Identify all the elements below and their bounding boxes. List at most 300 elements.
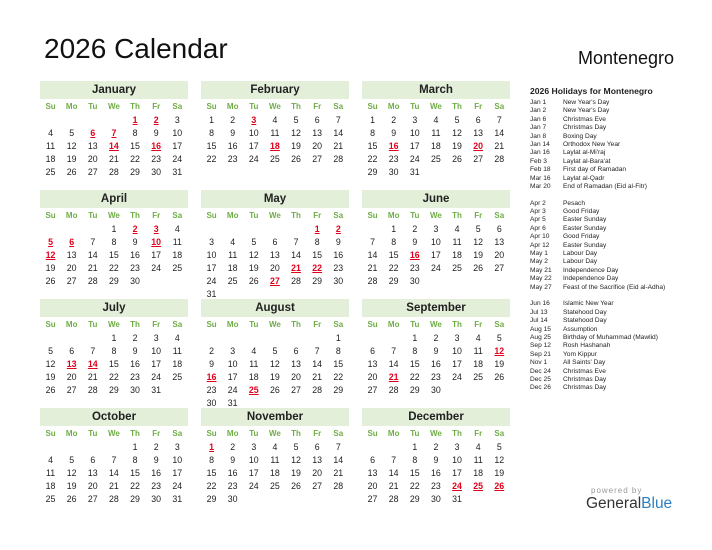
holiday-date: Mar 16	[530, 174, 551, 182]
week-row	[362, 480, 510, 493]
weekday-label: Su	[367, 320, 378, 329]
holiday-name: Rosh Hashanah	[563, 342, 611, 350]
day-cell: 17	[452, 468, 462, 478]
holiday-name: Statehood Day	[563, 308, 607, 316]
holiday-name: Easter Sunday	[563, 216, 607, 224]
holiday-name: Independence Day	[563, 275, 619, 283]
weekday-label: Sa	[172, 211, 183, 220]
day-cell: 2	[230, 442, 236, 452]
day-cell: 4	[48, 455, 54, 465]
week-row	[201, 345, 349, 358]
holiday-date: Apr 12	[530, 241, 550, 249]
empty-day-cell	[468, 275, 489, 288]
empty-day-cell	[40, 441, 61, 454]
holiday-name: Yom Kippur	[563, 350, 597, 358]
day-cell: 21	[333, 468, 344, 478]
day-cell: 12	[66, 468, 77, 478]
day-cell: 4	[272, 442, 278, 452]
weekday-label: Fr	[474, 211, 483, 220]
holiday-name: Labour Day	[563, 258, 598, 266]
day-cell: 30	[388, 167, 399, 177]
day-cell: 24	[248, 154, 259, 164]
empty-day-cell	[61, 441, 82, 454]
weekday-label: Su	[45, 102, 56, 111]
day-cell: 12	[66, 141, 77, 151]
week-row	[201, 223, 349, 236]
month-header: May	[201, 190, 349, 208]
day-cell: 30	[130, 276, 140, 286]
day-cell: 25	[172, 263, 183, 273]
empty-day-cell	[243, 493, 264, 506]
day-cell: 5	[293, 115, 299, 125]
month-january	[40, 81, 188, 179]
month-header: November	[201, 408, 349, 426]
weekday-label: Th	[291, 429, 301, 438]
day-cell: 7	[335, 115, 341, 125]
holiday-row	[530, 216, 710, 224]
weekday-label: We	[108, 429, 120, 438]
day-cell: 10	[409, 128, 420, 138]
day-cell: 22	[109, 372, 119, 382]
day-cell: 8	[412, 346, 418, 356]
week-row	[362, 454, 510, 467]
empty-day-cell	[362, 441, 383, 454]
week-row	[201, 153, 349, 166]
day-cell: 7	[496, 115, 502, 125]
weekday-label: Sa	[333, 320, 344, 329]
day-cell: 7	[111, 455, 117, 465]
day-cell: 4	[174, 333, 180, 343]
empty-day-cell	[489, 166, 510, 179]
day-cell: 19	[248, 263, 259, 273]
holiday-day-cell: 2	[335, 224, 341, 234]
day-cell: 28	[87, 385, 98, 395]
day-cell: 10	[206, 250, 217, 260]
empty-day-cell	[328, 493, 349, 506]
empty-day-cell	[447, 384, 468, 397]
weekday-label: Tu	[88, 320, 98, 329]
weekday-label: Fr	[474, 102, 483, 111]
holiday-day-cell: 1	[132, 115, 138, 125]
holiday-row	[530, 284, 710, 292]
day-cell: 29	[333, 385, 344, 395]
day-cell: 9	[391, 128, 397, 138]
day-cell: 13	[87, 141, 98, 151]
day-cell: 13	[66, 250, 77, 260]
holiday-date: Dec 25	[530, 375, 551, 383]
day-cell: 17	[227, 372, 238, 382]
day-cell: 6	[90, 455, 96, 465]
day-cell: 26	[270, 385, 280, 395]
day-cell: 21	[87, 263, 98, 273]
holiday-row	[530, 242, 710, 250]
day-cell: 7	[314, 346, 320, 356]
weekday-label: Tu	[249, 102, 259, 111]
day-cell: 20	[66, 372, 77, 382]
weekday-label: Fr	[152, 211, 161, 220]
week-row	[362, 140, 510, 153]
day-cell: 7	[370, 237, 376, 247]
holiday-date: Mar 20	[530, 182, 551, 190]
day-cell: 3	[153, 333, 159, 343]
holiday-date: Jun 16	[530, 300, 550, 308]
holiday-row	[530, 376, 710, 384]
day-cell: 29	[109, 385, 119, 395]
day-cell: 20	[367, 481, 378, 491]
weekday-header-row	[201, 100, 349, 114]
month-july	[40, 299, 188, 397]
weekday-label: Sa	[333, 211, 344, 220]
day-cell: 1	[412, 442, 418, 452]
weekday-label: Tu	[410, 429, 420, 438]
empty-day-cell	[307, 332, 328, 345]
weekday-header-row	[201, 318, 349, 332]
day-cell: 8	[335, 346, 341, 356]
day-cell: 2	[209, 346, 215, 356]
day-cell: 24	[409, 154, 420, 164]
holiday-row	[530, 233, 710, 241]
day-cell: 20	[66, 263, 77, 273]
week-row	[201, 441, 349, 454]
holiday-row	[530, 250, 710, 258]
week-row	[201, 262, 349, 275]
holiday-row	[530, 116, 710, 124]
week-row	[40, 166, 188, 179]
empty-day-cell	[103, 441, 124, 454]
day-cell: 1	[391, 224, 397, 234]
day-cell: 25	[45, 494, 56, 504]
day-cell: 12	[291, 128, 301, 138]
day-cell: 27	[66, 385, 77, 395]
holiday-name: Laylat al-Bara'at	[563, 157, 611, 165]
holiday-day-cell: 7	[111, 128, 117, 138]
holiday-day-cell: 14	[87, 359, 98, 369]
holiday-day-cell: 13	[66, 359, 77, 369]
weekday-label: Th	[130, 102, 140, 111]
week-row	[362, 371, 510, 384]
day-cell: 18	[172, 359, 183, 369]
holiday-row	[530, 183, 710, 191]
holiday-name: Laylat al-Mi'raj	[563, 149, 606, 157]
empty-day-cell	[40, 114, 61, 127]
day-cell: 20	[367, 372, 378, 382]
week-row	[362, 275, 510, 288]
day-cell: 29	[409, 385, 420, 395]
day-cell: 14	[494, 128, 505, 138]
empty-day-cell	[82, 114, 103, 127]
brand-blue: Blue	[641, 495, 673, 512]
day-cell: 22	[130, 481, 140, 491]
day-cell: 28	[109, 167, 119, 177]
week-row	[362, 467, 510, 480]
day-cell: 13	[367, 468, 378, 478]
weekday-label: Tu	[88, 102, 98, 111]
day-cell: 11	[473, 346, 483, 356]
day-cell: 31	[151, 385, 162, 395]
week-row	[362, 153, 510, 166]
weekday-label: Fr	[152, 102, 161, 111]
weekday-label: Mo	[65, 102, 78, 111]
day-cell: 25	[227, 276, 238, 286]
country-name: Montenegro	[578, 48, 675, 68]
week-row	[201, 275, 349, 288]
day-cell: 30	[206, 398, 217, 408]
day-cell: 2	[412, 224, 418, 234]
holiday-day-cell: 16	[151, 141, 162, 151]
day-cell: 23	[333, 263, 344, 273]
week-row	[40, 454, 188, 467]
day-cell: 12	[45, 359, 56, 369]
day-cell: 22	[109, 263, 119, 273]
week-row	[40, 127, 188, 140]
day-cell: 9	[132, 346, 138, 356]
holiday-day-cell: 20	[473, 141, 484, 151]
weekday-label: Sa	[333, 429, 344, 438]
week-row	[362, 441, 510, 454]
day-cell: 6	[496, 224, 502, 234]
holiday-name: Christmas Day	[563, 375, 607, 383]
day-cell: 18	[473, 359, 484, 369]
weekday-label: Mo	[65, 320, 78, 329]
day-cell: 7	[335, 442, 341, 452]
holiday-name: Christmas Eve	[563, 115, 606, 123]
holiday-row	[530, 107, 710, 115]
empty-day-cell	[286, 493, 307, 506]
empty-day-cell	[468, 384, 489, 397]
day-cell: 17	[431, 250, 441, 260]
day-cell: 10	[227, 359, 238, 369]
week-row	[201, 467, 349, 480]
day-cell: 27	[66, 276, 77, 286]
day-cell: 29	[109, 276, 119, 286]
holiday-date: Apr 2	[530, 199, 546, 207]
day-cell: 17	[172, 141, 183, 151]
day-cell: 8	[111, 237, 117, 247]
weekday-header-row	[40, 209, 188, 223]
day-cell: 18	[452, 250, 462, 260]
day-cell: 5	[251, 237, 257, 247]
day-cell: 29	[206, 494, 217, 504]
day-cell: 2	[391, 115, 397, 125]
day-cell: 17	[206, 263, 217, 273]
day-cell: 30	[333, 276, 344, 286]
holiday-date: Jan 7	[530, 124, 547, 132]
day-cell: 19	[66, 154, 77, 164]
month-header: September	[362, 299, 510, 317]
month-header: October	[40, 408, 188, 426]
month-june	[362, 190, 510, 288]
day-cell: 23	[388, 154, 399, 164]
holiday-row	[530, 326, 710, 334]
day-cell: 14	[388, 468, 399, 478]
weekday-label: Mo	[226, 320, 239, 329]
day-cell: 21	[109, 481, 119, 491]
weekday-label: Fr	[474, 320, 483, 329]
weekday-label: Mo	[65, 429, 78, 438]
holiday-day-cell: 25	[473, 481, 484, 491]
month-header: August	[201, 299, 349, 317]
day-cell: 15	[367, 141, 378, 151]
holiday-date: May 27	[530, 283, 552, 291]
empty-day-cell	[447, 166, 468, 179]
holiday-name: Christmas Day	[563, 124, 607, 132]
day-cell: 9	[132, 237, 138, 247]
weekday-label: Th	[130, 320, 140, 329]
holiday-date: Feb 18	[530, 166, 551, 174]
day-cell: 18	[45, 154, 56, 164]
day-cell: 13	[367, 359, 378, 369]
empty-day-cell	[82, 223, 103, 236]
day-cell: 11	[228, 250, 238, 260]
day-cell: 26	[66, 167, 77, 177]
day-cell: 8	[111, 346, 117, 356]
day-cell: 26	[45, 385, 56, 395]
empty-day-cell	[222, 223, 243, 236]
day-cell: 25	[172, 372, 183, 382]
day-cell: 27	[312, 154, 323, 164]
week-row	[40, 223, 188, 236]
weekday-label: We	[430, 429, 442, 438]
day-cell: 18	[431, 141, 441, 151]
weekday-header-row	[362, 427, 510, 441]
day-cell: 13	[291, 359, 301, 369]
holiday-day-cell: 21	[388, 372, 399, 382]
day-cell: 6	[370, 455, 376, 465]
day-cell: 15	[206, 468, 217, 478]
holiday-day-cell: 21	[291, 263, 301, 273]
month-header: July	[40, 299, 188, 317]
holiday-day-cell: 26	[494, 481, 505, 491]
day-cell: 19	[452, 141, 462, 151]
day-cell: 12	[473, 237, 484, 247]
day-cell: 8	[391, 237, 397, 247]
holiday-row	[530, 208, 710, 216]
day-cell: 23	[431, 372, 441, 382]
day-cell: 6	[314, 442, 320, 452]
day-cell: 16	[130, 250, 140, 260]
day-cell: 12	[494, 455, 505, 465]
day-cell: 27	[87, 167, 98, 177]
day-cell: 13	[270, 250, 280, 260]
weekday-label: Su	[45, 429, 56, 438]
day-cell: 26	[452, 154, 462, 164]
day-cell: 28	[109, 494, 119, 504]
day-cell: 5	[69, 455, 75, 465]
holiday-date: Jul 14	[530, 317, 548, 325]
holiday-name: New Year's Day	[563, 107, 610, 115]
empty-day-cell	[362, 332, 383, 345]
day-cell: 27	[87, 494, 98, 504]
weekday-header-row	[201, 427, 349, 441]
weekday-label: Tu	[410, 211, 420, 220]
holiday-name: Pesach	[563, 199, 585, 207]
weekday-label: Sa	[494, 211, 505, 220]
day-cell: 20	[270, 263, 280, 273]
day-cell: 4	[251, 346, 257, 356]
weekday-label: We	[269, 102, 281, 111]
holiday-day-cell: 12	[494, 346, 505, 356]
day-cell: 8	[412, 455, 418, 465]
empty-day-cell	[425, 166, 446, 179]
day-cell: 21	[367, 263, 378, 273]
day-cell: 9	[335, 237, 341, 247]
holiday-name: Christmas Day	[563, 384, 607, 392]
day-cell: 22	[130, 154, 140, 164]
weekday-label: Fr	[313, 211, 322, 220]
empty-day-cell	[264, 493, 285, 506]
holiday-day-cell: 3	[251, 115, 257, 125]
holiday-name: Easter Sunday	[563, 241, 607, 249]
day-cell: 30	[130, 385, 140, 395]
day-cell: 7	[391, 455, 397, 465]
day-cell: 28	[367, 276, 378, 286]
weekday-label: Sa	[172, 102, 183, 111]
day-cell: 31	[206, 289, 217, 299]
empty-day-cell	[264, 223, 285, 236]
holiday-row	[530, 317, 710, 325]
day-cell: 15	[109, 359, 119, 369]
day-cell: 27	[367, 494, 378, 504]
day-cell: 21	[312, 372, 323, 382]
week-row	[40, 249, 188, 262]
day-cell: 11	[45, 141, 56, 151]
weekday-header-row	[40, 100, 188, 114]
weekday-label: Mo	[387, 320, 400, 329]
holiday-date: May 2	[530, 258, 548, 266]
holiday-name: Birthday of Muhammad (Mawlid)	[563, 333, 658, 341]
day-cell: 13	[87, 468, 98, 478]
weekday-label: We	[108, 211, 120, 220]
day-cell: 21	[388, 481, 399, 491]
day-cell: 26	[291, 154, 301, 164]
day-cell: 7	[391, 346, 397, 356]
holiday-name: Christmas Eve	[563, 367, 606, 375]
empty-day-cell	[40, 223, 61, 236]
day-cell: 20	[87, 481, 98, 491]
weekday-label: Mo	[387, 211, 400, 220]
holiday-row	[530, 384, 710, 392]
holiday-day-cell: 1	[209, 442, 215, 452]
day-cell: 29	[409, 494, 420, 504]
day-cell: 29	[367, 167, 378, 177]
day-cell: 14	[87, 250, 98, 260]
day-cell: 24	[206, 276, 217, 286]
day-cell: 19	[291, 468, 301, 478]
day-cell: 3	[454, 333, 460, 343]
holiday-day-cell: 18	[270, 141, 280, 151]
day-cell: 11	[270, 455, 280, 465]
weekday-label: We	[108, 320, 120, 329]
day-cell: 31	[452, 494, 462, 504]
holiday-date: Nov 1	[530, 359, 548, 367]
month-december	[362, 408, 510, 506]
day-cell: 4	[48, 128, 54, 138]
weekday-label: Mo	[226, 429, 239, 438]
day-cell: 6	[69, 346, 75, 356]
week-row	[40, 332, 188, 345]
holiday-date: Sep 12	[530, 342, 551, 350]
day-cell: 6	[293, 346, 299, 356]
holiday-row	[530, 359, 710, 367]
day-cell: 29	[312, 276, 323, 286]
empty-day-cell	[362, 223, 383, 236]
holiday-date: Jan 2	[530, 107, 547, 115]
day-cell: 23	[431, 481, 441, 491]
day-cell: 26	[248, 276, 259, 286]
month-header: March	[362, 81, 510, 99]
holiday-day-cell: 1	[314, 224, 320, 234]
week-row	[201, 114, 349, 127]
